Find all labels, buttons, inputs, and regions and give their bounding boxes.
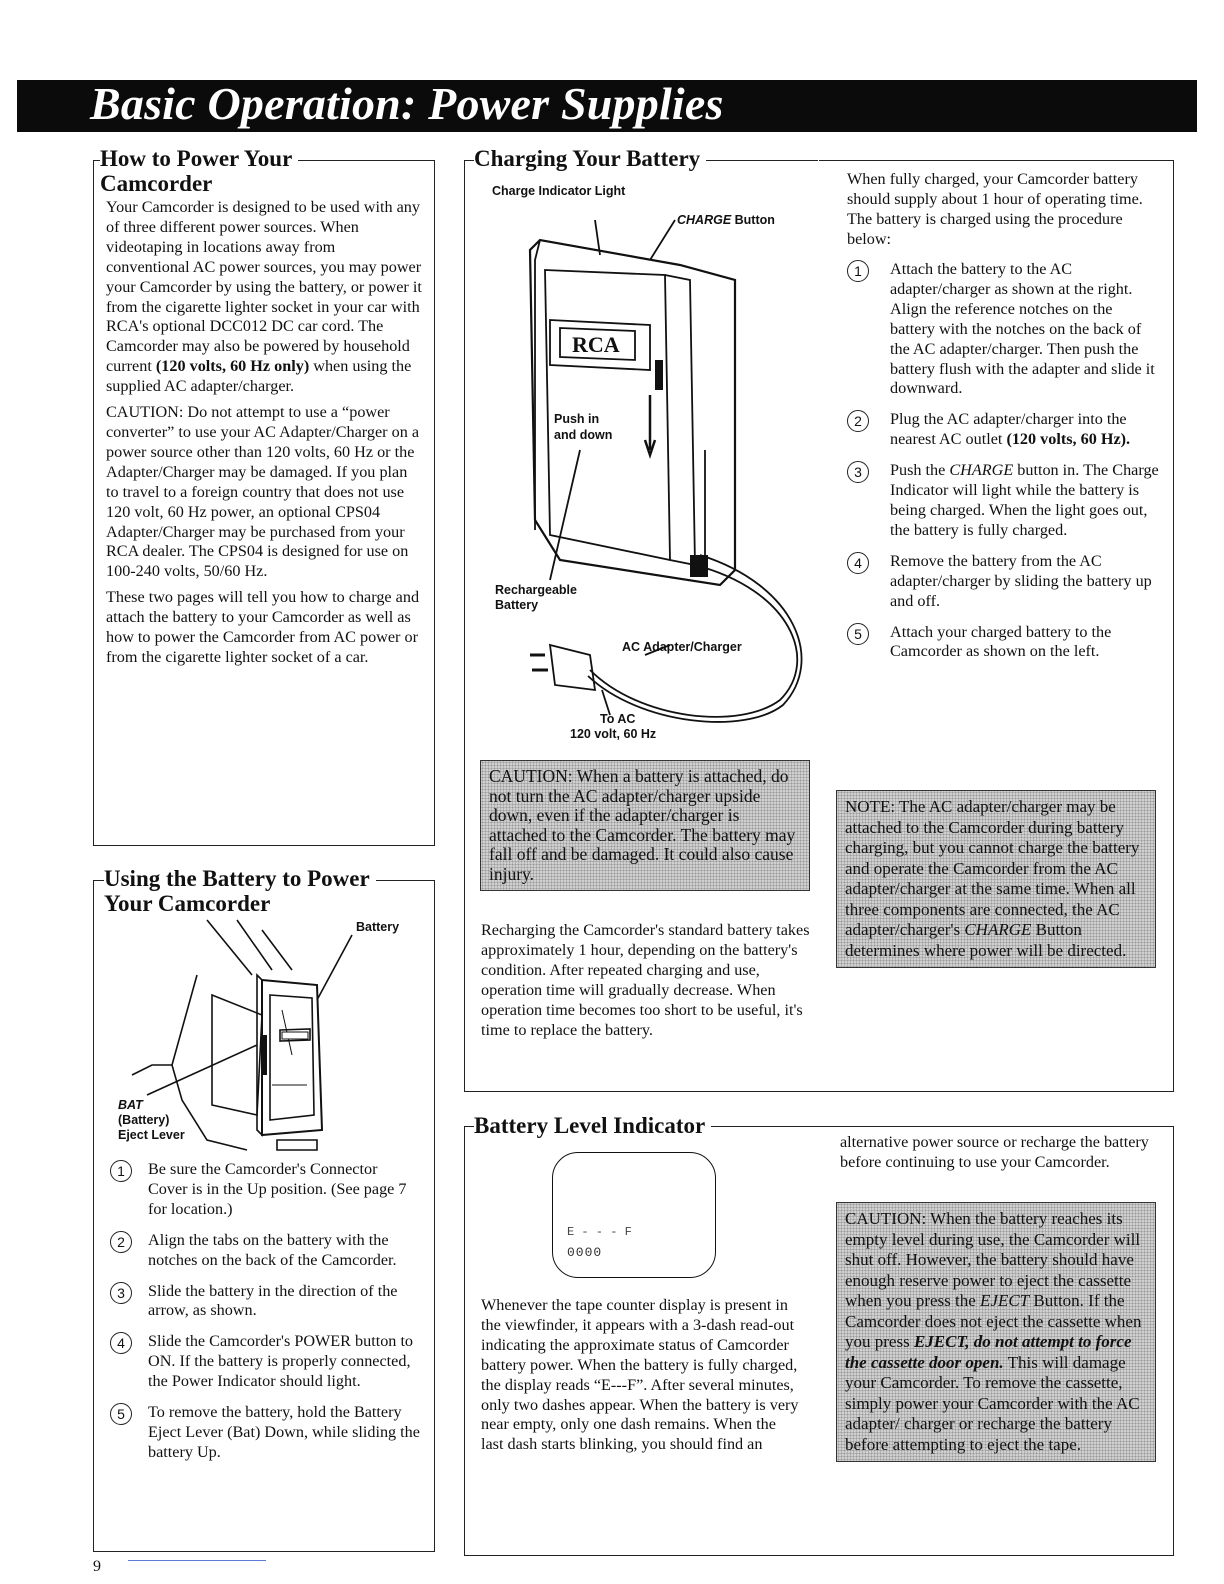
label-charge-button: CHARGE Button bbox=[677, 213, 775, 227]
label-and-down: and down bbox=[554, 428, 613, 442]
charging-step-number-2: 2 bbox=[847, 410, 869, 432]
charging-step-5: 5 Attach your charged battery to the Camcorder as shown on the left. bbox=[847, 623, 1159, 663]
level-text-continued: alternative power source or recharge the battery before continuing to use your Camcorder. bbox=[840, 1133, 1149, 1171]
using-step-3: 3 Slide the battery in the direction of the arrow, as shown. bbox=[110, 1282, 420, 1322]
how-to-heading-line2: Camcorder bbox=[100, 171, 213, 196]
level-caution-box: CAUTION: When the battery reaches its empty level during use, the Camcorder will shut off. However, the battery should have enough reserve power to eject the cassette when you press the EJECT Button. If the Camcorder does not eject the cassette when you press EJECT, do not attempt to force the cassette door open. This will damage your Camcorder. To remove the cassette, simply power your Camcorder with the AC adapter/ charger or recharge the battery before attempting to eject the tape. bbox=[836, 1202, 1156, 1462]
recharge-text: Recharging the Camcorder's standard battery takes approximately 1 hour, depending on the battery's condition. After repeated charging and use, operation time will gradually decrease. When operation time becomes too short to be useful, it's time to replace the battery. bbox=[481, 921, 810, 1039]
footer-rule bbox=[128, 1560, 266, 1561]
using-step-4: 4 Slide the Camcorder's POWER button to ON. If the battery is properly connected, the Power Indicator should light. bbox=[110, 1332, 420, 1392]
display-readout-line1: E - - - F bbox=[567, 1225, 632, 1239]
page-title: Basic Operation: Power Supplies bbox=[90, 78, 724, 129]
how-to-heading bbox=[100, 146, 298, 196]
using-heading bbox=[104, 866, 376, 916]
charger-logo: RCA bbox=[572, 332, 620, 357]
charging-caution-box: CAUTION: When a battery is attached, do not turn the AC adapter/charger upside down, even if the adapter/charger is attached to the Camcorder. The battery may fall off and be damaged. It could also cause injury. bbox=[480, 760, 810, 891]
step-number-5: 5 bbox=[110, 1403, 132, 1425]
how-to-paragraph-2: CAUTION: Do not attempt to use a “power converter” to use your AC Adapter/Charger on a power source other than 120 volts, 60 Hz or the Adapter/Charger may be damaged. If you plan to travel to a foreign country that does not use 120 volt, 60 Hz power, an optional CPS04 Adapter/Charger may be purchased from your RCA dealer. The CPS04 is designed for use on 100-240 volts, 50/60 Hz. bbox=[106, 403, 420, 581]
step-number-1: 1 bbox=[110, 1160, 132, 1182]
step-number-2: 2 bbox=[110, 1231, 132, 1253]
using-step-2: 2 Align the tabs on the battery with the notches on the back of the Camcorder. bbox=[110, 1231, 420, 1271]
how-to-paragraph-3: These two pages will tell you how to charge and attach the battery to your Camcorder as well as how to power the Camcorder from AC power or from the cigarette lighter socket of a car. bbox=[106, 588, 420, 666]
label-ac-adapter: AC Adapter/Charger bbox=[622, 640, 742, 654]
step-number-4: 4 bbox=[110, 1332, 132, 1354]
label-push-in: Push in bbox=[554, 412, 600, 426]
charging-step-3: 3 Push the CHARGE button in. The Charge Indicator will light while the battery is being charged. When the light goes out, the battery is fully charged. bbox=[847, 461, 1159, 541]
label-rechargeable: Rechargeable bbox=[495, 583, 577, 597]
charger-illustration bbox=[490, 200, 830, 740]
label-eject-lever: Eject Lever bbox=[118, 1128, 185, 1142]
page-number: 9 bbox=[93, 1558, 101, 1575]
charging-step-number-5: 5 bbox=[847, 623, 869, 645]
charging-note-box: NOTE: The AC adapter/charger may be attached to the Camcorder during battery charging, but you cannot charge the battery and operate the Camcorder from the AC adapter/charger at the same time. When all three components are connected, the AC adapter/charger's CHARGE Button determines where power will be directed. bbox=[836, 790, 1156, 968]
how-to-paragraph-1: Your Camcorder is designed to be used with any of three different power sources. When videotaping in locations away from conventional AC power sources, you may power your Camcorder by using the battery, or power it from the cigarette lighter socket in your car with RCA's optional DCC012 DC car cord. The Camcorder may also be powered by household current (120 volts, 60 Hz only) when using the supplied AC adapter/charger. bbox=[106, 198, 422, 396]
charging-step-number-1: 1 bbox=[847, 260, 869, 282]
charging-step-number-3: 3 bbox=[847, 461, 869, 483]
using-heading-line1: Using the Battery to Power bbox=[104, 866, 370, 891]
how-to-heading-line1: How to Power Your bbox=[100, 146, 293, 171]
using-step-5: 5 To remove the battery, hold the Battery Eject Lever (Bat) Down, while sliding the battery Up. bbox=[110, 1403, 420, 1463]
how-to-body bbox=[106, 198, 422, 674]
using-heading-line2: Your Camcorder bbox=[104, 891, 271, 916]
using-steps-list bbox=[110, 1160, 420, 1474]
charging-steps-list bbox=[847, 260, 1159, 673]
level-heading: Battery Level Indicator bbox=[474, 1113, 711, 1138]
label-bat: BAT bbox=[118, 1098, 143, 1112]
using-step-1: 1 Be sure the Camcorder's Connector Cover is in the Up position. (See page 7 for location.) bbox=[110, 1160, 420, 1220]
label-voltage: 120 volt, 60 Hz bbox=[570, 727, 657, 741]
charging-intro: When fully charged, your Camcorder battery should supply about 1 hour of operating time. The battery is charged using the procedure below: bbox=[847, 170, 1143, 248]
charging-heading: Charging Your Battery bbox=[474, 146, 706, 171]
charging-step-2: 2 Plug the AC adapter/charger into the nearest AC outlet (120 volts, 60 Hz). bbox=[847, 410, 1159, 450]
display-readout-line2: 0000 bbox=[567, 1245, 603, 1260]
step-number-3: 3 bbox=[110, 1282, 132, 1304]
label-rechargeable-battery: Battery bbox=[495, 598, 539, 612]
label-charge-indicator: Charge Indicator Light bbox=[492, 184, 626, 198]
label-bat-battery: (Battery) bbox=[118, 1113, 170, 1127]
label-battery: Battery bbox=[356, 920, 400, 934]
charging-step-number-4: 4 bbox=[847, 552, 869, 574]
label-to-ac: To AC bbox=[600, 712, 636, 726]
charging-step-4: 4 Remove the battery from the AC adapter/charger by sliding the battery up and off. bbox=[847, 552, 1159, 612]
level-text: Whenever the tape counter display is present in the viewfinder, it appears with a 3-dash read-out indicating the approximate status of Camcorder battery power. When the battery is fully charged, the display reads “E---F”. After several minutes, only two dashes appear. When the battery is very near empty, only one dash remains. When the last dash starts blinking, you should find an bbox=[481, 1296, 799, 1454]
charging-step-1: 1 Attach the battery to the AC adapter/charger as shown at the right. Align the reference notches on the battery with the notches on the back of the AC adapter/charger. Then push the battery flush with the adapter and slide it downward. bbox=[847, 260, 1159, 399]
